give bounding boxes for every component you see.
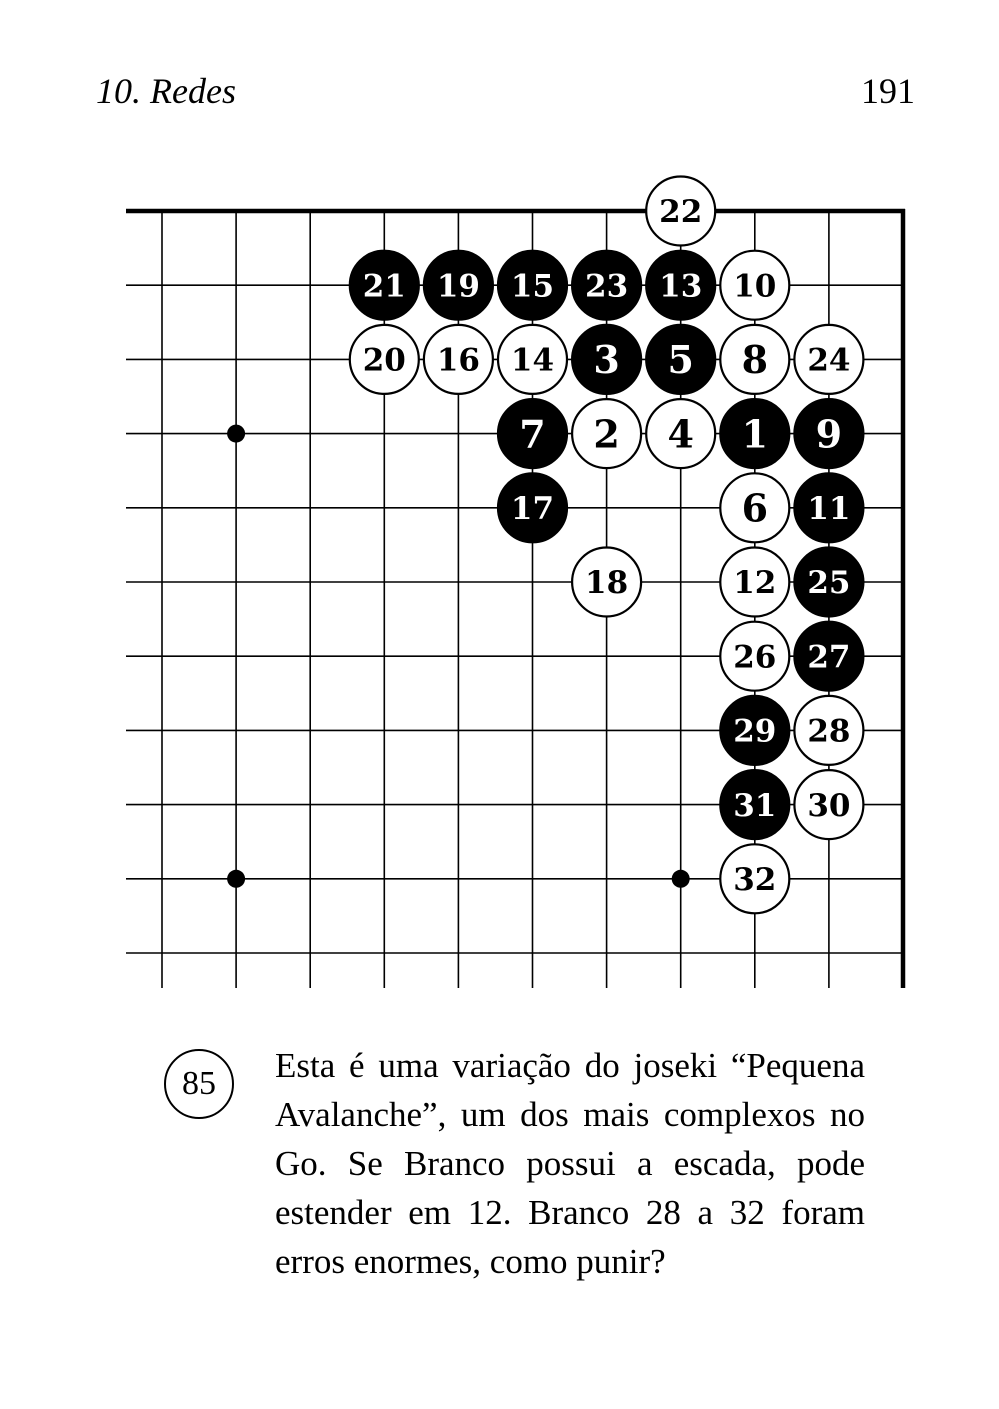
white-stone — [794, 325, 863, 394]
white-stone — [572, 399, 641, 468]
hoshi-point — [227, 870, 245, 888]
black-stone — [794, 548, 863, 617]
black-stone — [794, 399, 863, 468]
stone-move-number: 14 — [510, 342, 555, 379]
stone-move-number: 23 — [585, 268, 629, 305]
stone-move-number: 8 — [741, 337, 769, 383]
black-stone — [572, 251, 641, 320]
stone-move-number: 28 — [807, 713, 851, 750]
black-stone — [498, 473, 567, 542]
black-stone — [794, 622, 863, 691]
white-stone — [720, 473, 789, 542]
black-stone — [794, 473, 863, 542]
stone-move-number: 16 — [436, 342, 480, 379]
stone-move-number: 4 — [667, 411, 694, 457]
stone-move-number: 32 — [733, 861, 777, 898]
white-stone — [424, 325, 493, 394]
chapter-title: 10. Redes — [96, 71, 236, 111]
stone-move-number: 18 — [585, 565, 629, 602]
black-stone — [572, 325, 641, 394]
white-stone — [720, 548, 789, 617]
white-stone — [794, 696, 863, 765]
stone-move-number: 1 — [741, 411, 769, 457]
white-stone — [720, 622, 789, 691]
stone-move-number: 13 — [659, 268, 703, 305]
stone-move-number: 31 — [733, 787, 777, 824]
stone-move-number: 7 — [519, 411, 546, 457]
black-stone — [498, 399, 567, 468]
stone-move-number: 22 — [659, 194, 703, 231]
stone-move-number: 17 — [510, 490, 555, 527]
stone-move-number: 26 — [733, 639, 777, 676]
white-stone — [794, 770, 863, 839]
stone-move-number: 5 — [667, 337, 694, 383]
stone-move-number: 6 — [741, 485, 769, 531]
black-stone — [646, 251, 715, 320]
black-stone — [646, 325, 715, 394]
stone-move-number: 11 — [807, 490, 851, 527]
stone-move-number: 19 — [436, 268, 480, 305]
stone-move-number: 29 — [733, 713, 777, 750]
stone-move-number: 2 — [593, 411, 620, 457]
stone-move-number: 30 — [807, 787, 851, 824]
stone-move-number: 3 — [593, 337, 620, 383]
stone-move-number: 10 — [733, 268, 777, 305]
problem-number: 85 — [182, 1065, 216, 1102]
stone-move-number: 25 — [807, 565, 851, 602]
white-stone — [720, 325, 789, 394]
problem-line: Go. Se Branco possui a escada, pode — [275, 1144, 865, 1183]
black-stone — [720, 696, 789, 765]
page-number: 191 — [861, 71, 915, 111]
stone-move-number: 27 — [807, 639, 851, 676]
problem-line: Avalanche”, um dos mais complexos no — [275, 1095, 865, 1134]
white-stone — [350, 325, 419, 394]
black-stone — [720, 399, 789, 468]
white-stone — [646, 399, 715, 468]
white-stone — [498, 325, 567, 394]
black-stone — [498, 251, 567, 320]
white-stone — [720, 251, 789, 320]
hoshi-point — [227, 425, 245, 443]
hoshi-point — [672, 870, 690, 888]
black-stone — [720, 770, 789, 839]
problem-description — [275, 1041, 865, 1286]
stone-move-number: 24 — [807, 342, 851, 379]
problem-number-badge — [164, 1049, 234, 1119]
stone-move-number: 9 — [815, 411, 843, 457]
problem-line: estender em 12. Branco 28 a 32 foram — [275, 1193, 865, 1232]
stone-move-number: 12 — [733, 565, 777, 602]
problem-line: erros enormes, como punir? — [275, 1242, 666, 1281]
white-stone — [720, 844, 789, 913]
problem-line: Esta é uma variação do joseki “Pequena — [275, 1046, 865, 1085]
stone-move-number: 21 — [362, 268, 406, 305]
stone-move-number: 20 — [362, 342, 406, 379]
black-stone — [424, 251, 493, 320]
white-stone — [646, 177, 715, 246]
white-stone — [572, 548, 641, 617]
stone-move-number: 15 — [510, 268, 555, 305]
black-stone — [350, 251, 419, 320]
